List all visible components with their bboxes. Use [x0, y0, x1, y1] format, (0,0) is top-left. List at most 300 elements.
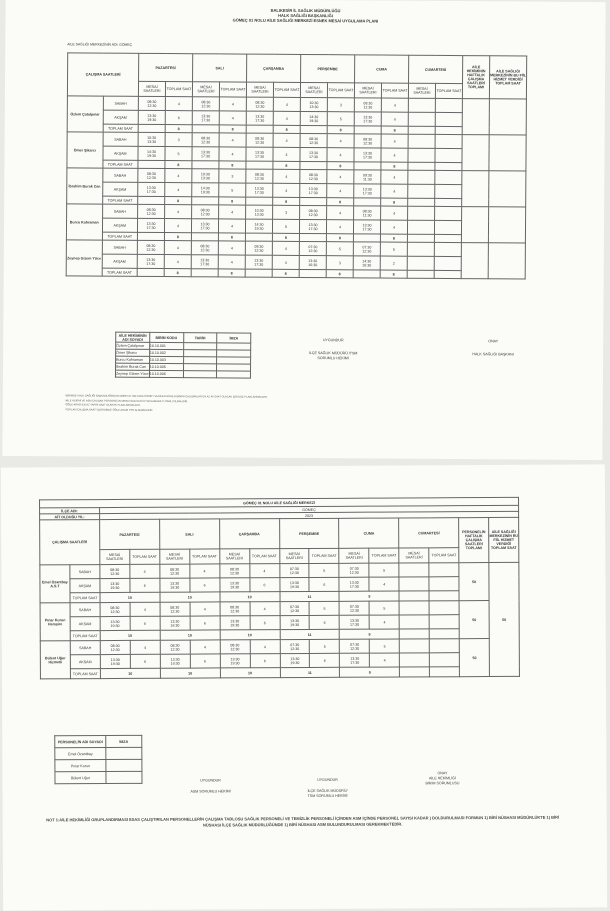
empty-cell	[354, 162, 381, 170]
shift-label: SABAH	[102, 240, 138, 254]
time-cell: 09:30 11:30	[354, 98, 381, 112]
hours-cell: 4	[190, 564, 220, 578]
hours-cell: 5	[165, 147, 192, 161]
weekly-header: AİLE HEKİMİNİN HAFTALIK ÇALIŞMA SAATLERİ TOPLAMI	[462, 56, 489, 99]
empty-cell	[429, 601, 459, 615]
total-label: TOPLAM SAAT	[102, 268, 138, 276]
sign-label: TSM SORUMLU HEKİMİ	[307, 793, 348, 798]
day-header: SALI	[159, 519, 219, 549]
day-header: SALI	[193, 54, 247, 82]
day-total-cell: 8	[380, 234, 407, 242]
hours-cell: 4	[381, 112, 408, 126]
empty-cell	[246, 161, 273, 169]
hours-cell: 4	[164, 241, 191, 255]
time-cell: 14:30 16:30	[353, 256, 380, 270]
empty-cell	[192, 125, 219, 133]
person-name: Bülent Uğur Hizmetli	[40, 641, 70, 679]
weekly-cell	[461, 207, 488, 243]
hours-cell: 4	[190, 640, 220, 654]
mesai-header: MESAİ SAATLERİ	[300, 82, 327, 97]
sig-header-row	[55, 735, 142, 747]
time-cell: 09:30 11:30	[354, 170, 381, 184]
time-cell: 13:30 17:30	[353, 220, 380, 234]
hours-cell: 4	[327, 134, 354, 148]
empty-cell	[435, 198, 462, 206]
time-cell: 08:30 12:30	[138, 168, 165, 182]
sign-label: BİRİM SORUMLUSU	[425, 781, 460, 786]
hours-cell: 4	[164, 219, 191, 233]
header-row	[68, 53, 527, 84]
sheet1-title-line: HALK SAĞLIĞI BAŞKANLIĞI	[278, 12, 333, 19]
person-name: Ömer Şikarcı	[67, 132, 103, 168]
hours-cell: 3	[273, 205, 300, 219]
sign-asm	[170, 778, 250, 794]
empty-cell	[429, 591, 459, 601]
person-name: Zeynep Gizem Yüce	[66, 240, 102, 276]
day-total-cell: 8	[218, 233, 245, 241]
empty-cell	[137, 232, 164, 240]
empty-cell	[399, 615, 429, 629]
empty-cell	[407, 220, 434, 234]
sig-header: BİRİM KODU	[149, 332, 183, 342]
time-cell: 08:30 12:30	[192, 97, 219, 111]
time-cell: 08:30 12:30	[160, 564, 190, 578]
time-cell: 13:30 17:30	[192, 111, 219, 125]
time-cell: 14:30 19:30	[300, 111, 327, 125]
empty-cell	[408, 198, 435, 206]
day-total-cell: 8	[380, 270, 407, 278]
hours-cell: 6	[310, 653, 340, 667]
hours-cell: 5	[369, 601, 399, 615]
day-total-cell: 8	[272, 269, 299, 277]
time-cell: 08:30 12:30	[246, 133, 273, 147]
day-total-cell: 10	[220, 592, 280, 602]
empty-cell	[408, 206, 435, 220]
day-total-cell: 8	[327, 162, 354, 170]
empty-cell	[407, 270, 434, 278]
sign-label: UYGUNDUR	[200, 778, 221, 783]
schedule-sheet-1	[2, 0, 605, 460]
mesai-header: MESAİ SAATLERİ	[399, 548, 429, 563]
time-cell: 07:30 12:30	[280, 601, 310, 615]
empty-cell	[429, 563, 459, 577]
time-cell: 13:30 19:30	[220, 654, 250, 668]
empty-cell	[435, 148, 462, 162]
sig-row	[55, 747, 142, 759]
empty-cell	[399, 591, 429, 601]
total-label: TOPLAM SAAT	[70, 631, 100, 641]
day-header: PERŞEMBE	[301, 54, 355, 82]
time-cell: 07:30 12:30	[280, 639, 310, 653]
empty-cell	[246, 125, 273, 133]
total-label: TOPLAM SAAT	[70, 593, 100, 603]
asm-total-cell: 50	[489, 562, 520, 676]
sig-sign	[106, 771, 142, 783]
person-name: Pınar Kurun Hemşire	[40, 603, 70, 641]
hours-cell: 6	[250, 616, 280, 630]
sig-code: 10.10.005	[149, 363, 183, 370]
day-header: ÇARŞAMBA	[247, 54, 301, 82]
shift-label: AKŞAM	[103, 110, 139, 124]
empty-cell	[400, 667, 430, 677]
time-cell: 10:30 13:30	[138, 132, 165, 146]
hours-cell: 4	[380, 220, 407, 234]
empty-cell	[408, 184, 435, 198]
hours-cell: 4	[272, 255, 299, 269]
empty-cell	[299, 233, 326, 241]
time-cell: 14:30 19:30	[245, 219, 272, 233]
time-cell: 08:30 12:30	[300, 133, 327, 147]
sig-header: AİLE HEKİMİNİN ADI SOYADI	[116, 332, 150, 342]
hours-cell: 5	[219, 183, 246, 197]
empty-cell	[300, 161, 327, 169]
hours-cell: 4	[219, 111, 246, 125]
day-total-cell: 8	[219, 125, 246, 133]
hours-cell: 4	[130, 602, 160, 616]
empty-cell	[354, 198, 381, 206]
hours-cell: 6	[190, 616, 220, 630]
hours-cell: 5	[326, 242, 353, 256]
time-cell: 13:30 19:30	[100, 578, 130, 592]
time-cell: 13:30 17:30	[299, 219, 326, 233]
mesai-header: MESAİ SAATLERİ	[246, 82, 273, 97]
mesai-header: MESAİ SAATLERİ	[408, 83, 435, 98]
mesai-header: MESAİ SAATLERİ	[354, 83, 381, 98]
empty-cell	[434, 270, 461, 278]
empty-cell	[192, 161, 219, 169]
toplam-header: TOPLAM SAAT	[327, 83, 354, 98]
hours-cell: 4	[369, 615, 399, 629]
sign-label: ASM SORUMLU HEKİMİ	[190, 789, 231, 794]
day-header: CUMARTESİ	[409, 55, 463, 83]
shift-label: AKŞAM	[102, 254, 138, 268]
hours-cell: 4	[219, 97, 246, 111]
mesai-header: MESAİ SAATLERİ	[100, 549, 130, 564]
time-cell: 08:30 12:30	[192, 133, 219, 147]
col-header: ÇALIŞMA SAATLERİ	[40, 520, 100, 565]
time-cell: 13:30 17:30	[339, 577, 369, 591]
sig-code: 10.10.003	[149, 356, 183, 363]
time-cell: 13:30 17:30	[354, 112, 381, 126]
day-total-cell: 8	[219, 161, 246, 169]
day-total-cell: 8	[273, 197, 300, 205]
hours-cell: 4	[381, 148, 408, 162]
hours-cell: 4	[381, 98, 408, 112]
total-label: TOPLAM SAAT	[70, 669, 100, 679]
mesai-header: MESAİ SAATLERİ	[192, 82, 219, 97]
hours-cell: 4	[327, 184, 354, 198]
hours-cell: 3	[326, 256, 353, 270]
asm-header: AİLE SAĞLIĞI MERKEZİNİN BU FİİL HİZMET VERDİĞİ TOPLAM SAAT	[489, 56, 526, 99]
hours-cell: 3	[165, 133, 192, 147]
time-cell: 13:30 19:30	[100, 616, 130, 630]
sign-label: ONAY	[488, 339, 499, 344]
sig-sign	[217, 371, 251, 378]
day-total-cell: 8	[272, 233, 299, 241]
asm-cell	[489, 135, 526, 171]
time-cell: 13:30 17:30	[137, 218, 164, 232]
hours-cell: 6	[165, 111, 192, 125]
shift-label: AKŞAM	[70, 579, 100, 593]
toplam-header: TOPLAM SAAT	[381, 83, 408, 98]
hours-cell: 4	[130, 564, 160, 578]
day-total-cell: 8	[326, 270, 353, 278]
empty-cell	[408, 112, 435, 126]
schedule-table-2	[39, 497, 520, 680]
empty-cell	[435, 134, 462, 148]
hours-cell: 4	[165, 183, 192, 197]
empty-cell	[399, 629, 429, 639]
day-header: CUMARTESİ	[399, 518, 459, 548]
time-cell: 13:30 17:30	[191, 219, 218, 233]
day-header: PERŞEMBE	[279, 518, 339, 548]
day-header: PAZARTESİ	[139, 53, 193, 81]
empty-cell	[246, 197, 273, 205]
hours-cell: 4	[164, 255, 191, 269]
hours-cell: 4	[381, 170, 408, 184]
time-cell: 13:30 17:30	[137, 254, 164, 268]
sign-label: AİLE HEKİMLİĞİ	[428, 776, 456, 781]
empty-cell	[408, 148, 435, 162]
day-total-cell: 8	[164, 233, 191, 241]
time-cell: 13:30 19:30	[220, 578, 250, 592]
weekly-cell: 50	[459, 563, 489, 601]
time-cell: 08:30 12:30	[300, 169, 327, 183]
empty-cell	[435, 98, 462, 112]
total-label: TOPLAM SAAT	[102, 232, 138, 240]
sig-name: Zeynep Gizem Yüce	[115, 371, 149, 376]
time-cell: 08:30 12:30	[220, 640, 250, 654]
day-total-cell: 8	[381, 198, 408, 206]
shift-label: SABAH	[70, 603, 100, 617]
hours-cell: 6	[130, 616, 160, 630]
hours-cell: 5	[272, 219, 299, 233]
day-total-cell: 10	[100, 592, 160, 602]
mesai-header: MESAİ SAATLERİ	[279, 548, 309, 563]
day-total-cell: 8	[218, 269, 245, 277]
total-label: TOPLAM SAAT	[103, 124, 139, 132]
time-cell: 08:30 12:30	[138, 204, 165, 218]
empty-cell	[434, 242, 461, 256]
day-total-cell: 11	[280, 667, 340, 677]
day-total-cell: 8	[327, 198, 354, 206]
time-cell: 08:30 12:30	[160, 602, 190, 616]
time-cell: 13:30 17:30	[191, 255, 218, 269]
sig-header: İMZA	[106, 735, 142, 747]
asm-cell	[488, 243, 525, 279]
time-cell: 13:30 17:30	[246, 183, 273, 197]
notes-block-1	[65, 394, 535, 416]
hours-cell: 4	[327, 206, 354, 220]
hours-cell: 6	[190, 654, 220, 668]
hours-cell: 5	[370, 639, 400, 653]
empty-cell	[138, 160, 165, 168]
hours-cell: 3	[219, 169, 246, 183]
day-total-cell: 9	[340, 667, 400, 677]
day-total-cell: 9	[340, 629, 400, 639]
hours-cell: 2	[380, 256, 407, 270]
empty-cell	[137, 268, 164, 276]
hours-cell: 5	[309, 563, 339, 577]
person-name: Burcu Kahraman	[66, 204, 102, 240]
time-cell: 09:30 12:30	[245, 241, 272, 255]
sign-birim	[402, 771, 482, 786]
hours-cell: 4	[218, 241, 245, 255]
hours-cell: 4	[326, 220, 353, 234]
day-total-cell: 8	[381, 162, 408, 170]
empty-cell	[138, 124, 165, 132]
person-name: İbrahim Burak Can	[67, 168, 103, 204]
empty-cell	[191, 269, 218, 277]
sig-date	[183, 371, 217, 378]
empty-cell	[435, 206, 462, 220]
time-cell: 08:30 12:30	[220, 602, 250, 616]
person-name: Emel Özantbay A.S.T	[40, 565, 70, 603]
sig-header: İMZA	[217, 333, 251, 343]
col-header: ÇALIŞMA SAATLERİ	[67, 53, 138, 96]
time-cell: 13:30 17:30	[246, 111, 273, 125]
empty-cell	[429, 629, 459, 639]
weekly-cell	[462, 171, 489, 207]
sig-name: Ömer Şikarcı	[116, 349, 150, 356]
toplam-header: TOPLAM SAAT	[249, 549, 279, 564]
empty-cell	[399, 577, 429, 591]
sign-label: İLÇE SAĞLIK MÜDÜRÜ/	[307, 788, 348, 793]
day-total-cell: 8	[165, 125, 192, 133]
time-cell: 10:30 13:30	[300, 97, 327, 111]
time-cell: 08:30 12:30	[246, 97, 273, 111]
sign-label: UYGUNDUR	[317, 777, 338, 782]
time-cell: 13:30 17:30	[354, 148, 381, 162]
empty-cell	[353, 234, 380, 242]
time-cell: 14:30 19:30	[192, 183, 219, 197]
hours-cell: 4	[369, 577, 399, 591]
day-header: CUMA	[355, 55, 409, 83]
shift-label: SABAH	[70, 565, 100, 579]
time-cell: 07:30 12:30	[340, 639, 370, 653]
day-total-cell: 8	[164, 269, 191, 277]
hours-cell: 4	[219, 133, 246, 147]
empty-cell	[299, 269, 326, 277]
corner-note: AİLE SAĞLIĞI MERKEZİNİN ADI: GÖMEÇ	[67, 42, 133, 47]
person-name: Özlem Çatalpınar	[67, 96, 103, 132]
day-total-cell: 8	[381, 126, 408, 134]
time-cell: 08:30 12:30	[138, 96, 165, 110]
toplam-header: TOPLAM SAAT	[309, 548, 339, 563]
sig-code: 10.10.001	[149, 342, 183, 349]
sig-row	[115, 370, 250, 378]
empty-cell	[138, 196, 165, 204]
time-cell: 13:30 17:30	[354, 184, 381, 198]
empty-cell	[435, 112, 462, 126]
sig-name: Pınar Kurun	[55, 760, 106, 772]
signature-table-2	[54, 735, 142, 784]
mesai-header: MESAİ SAATLERİ	[160, 549, 190, 564]
asm-cell	[488, 207, 525, 243]
signature-table-1	[115, 332, 251, 379]
hours-cell: 4	[165, 97, 192, 111]
shift-label: SABAH	[103, 96, 139, 110]
day-header: ÇARŞAMBA	[219, 519, 279, 549]
shift-label: AKŞAM	[70, 655, 100, 669]
hours-cell: 4	[273, 183, 300, 197]
empty-cell	[300, 125, 327, 133]
day-total-cell: 8	[273, 161, 300, 169]
schedule-table-1	[66, 52, 528, 279]
sig-sign	[106, 747, 142, 759]
empty-cell	[434, 256, 461, 270]
shift-label: AKŞAM	[70, 617, 100, 631]
time-cell: 08:30 12:30	[300, 205, 327, 219]
hours-cell: 6	[250, 654, 280, 668]
hours-cell: 4	[130, 640, 160, 654]
time-cell: 07:30 12:30	[279, 563, 309, 577]
day-total-cell: 10	[100, 630, 160, 640]
time-cell: 10:30 13:30	[246, 205, 273, 219]
time-cell: 13:30 19:30	[220, 616, 250, 630]
time-cell: 10:30 13:30	[192, 169, 219, 183]
empty-cell	[407, 256, 434, 270]
time-cell: 13:30 16:30	[299, 255, 326, 269]
toplam-header: TOPLAM SAAT	[273, 82, 300, 97]
empty-cell	[435, 162, 462, 170]
shift-label: SABAH	[102, 204, 138, 218]
day-total-cell: 9	[339, 591, 399, 601]
asm-cell	[489, 171, 526, 207]
empty-cell	[399, 601, 429, 615]
time-cell: 13:30 17:30	[339, 615, 369, 629]
time-cell: 07:30 12:30	[339, 601, 369, 615]
shift-label: SABAH	[70, 641, 100, 655]
empty-cell	[435, 126, 462, 134]
mesai-header: MESAİ SAATLERİ	[339, 548, 369, 563]
time-cell: 08:30 12:30	[219, 564, 249, 578]
sig-name: Bülent Uğur	[55, 772, 106, 784]
asm-cell	[489, 99, 526, 135]
toplam-header: TOPLAM SAAT	[165, 82, 192, 97]
hours-cell: 4	[272, 241, 299, 255]
hours-cell: 4	[327, 148, 354, 162]
weekly-cell	[462, 135, 489, 171]
empty-cell	[245, 269, 272, 277]
hours-cell: 4	[381, 184, 408, 198]
hours-cell: 4	[381, 134, 408, 148]
empty-cell	[191, 233, 218, 241]
sig-row	[55, 771, 142, 783]
toplam-header: TOPLAM SAAT	[219, 82, 246, 97]
hours-cell: 4	[219, 147, 246, 161]
time-cell: 14:30 19:30	[138, 146, 165, 160]
hours-cell: 6	[309, 577, 339, 591]
day-total-cell: 10	[100, 668, 160, 678]
weekly-cell	[462, 99, 489, 135]
mesai-header: MESAİ SAATLERİ	[138, 81, 165, 96]
sheet1-title-line: BALIKESİR İL SAĞLIK MÜDÜRLÜĞÜ	[270, 7, 341, 14]
weekly-cell: 50	[459, 639, 489, 677]
sheet2-title: GÖMEÇ 01 NOLU AİLE SAĞLIĞI MERKEZİ	[40, 497, 519, 508]
time-cell: 07:30 12:30	[299, 241, 326, 255]
hours-cell: 4	[218, 255, 245, 269]
hours-cell: 4	[273, 169, 300, 183]
time-cell: 07:30 12:30	[339, 563, 369, 577]
empty-cell	[434, 220, 461, 234]
toplam-header: TOPLAM SAAT	[429, 548, 459, 563]
time-cell: 13:30 17:30	[300, 183, 327, 197]
day-total-cell: 11	[279, 591, 339, 601]
time-cell: 13:30 19:30	[280, 653, 310, 667]
time-cell: 13:30 17:30	[192, 147, 219, 161]
sign-label: UYGUNDUR	[322, 338, 344, 343]
